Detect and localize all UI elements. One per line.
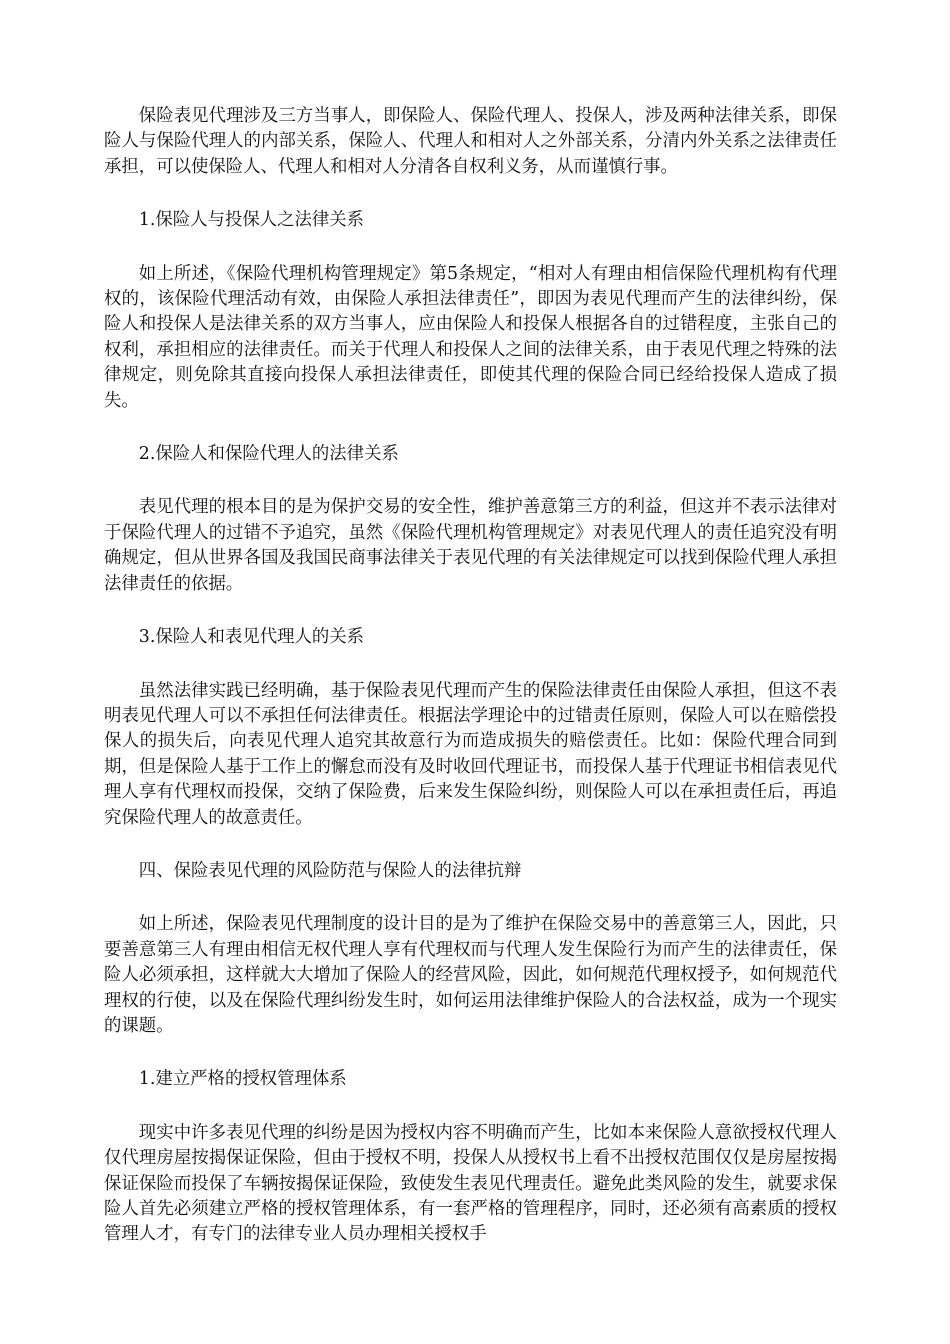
chapter-heading-4: 四、保险表见代理的风险防范与保险人的法律抗辩 [138, 860, 522, 881]
section-heading-authorization: 1.建立严格的授权管理体系 [138, 1069, 347, 1090]
section-heading-2: 2.保险人和保险代理人的法律关系 [138, 444, 399, 465]
paragraph-insurer-agent: 表见代理的根本目的是为保护交易的安全性，维护善意第三方的利益，但这并不表示法律对于保险代理人的过错不予追究，虽然《保险代理机构管理规定》对表见代理人的责任追究没有明确规定，但从世界各国及我国民商事法律关于表见代理的有关法律规定可以找到保险代理人承担法律责任的依据。 [104, 497, 837, 594]
paragraph-intro: 保险表见代理涉及三方当事人，即保险人、保险代理人、投保人，涉及两种法律关系，即保险人与保险代理人的内部关系，保险人、代理人和相对人之外部关系，分清内外关系之法律责任承担，可以使保险人、代理人和相对人分清各自权利义务，从而谨慎行事。 [104, 106, 837, 177]
paragraph-risk-prevention: 如上所述，保险表见代理制度的设计目的是为了维护在保险交易中的善意第三人，因此，只要善意第三人有理由相信无权代理人享有代理权而与代理人发生保险行为而产生的法律责任，保险人必须承担，这样就大大增加了保险人的经营风险，因此，如何规范代理权授予，如何规范代理权的行使，以及在保险代理纠纷发生时，如何运用法律维护保险人的合法权益，成为一个现实的课题。 [104, 914, 837, 1036]
paragraph-insurer-policyholder: 如上所述，《保险代理机构管理规定》第5条规定，“相对人有理由相信保险代理机构有代理权的，该保险代理活动有效，由保险人承担法律责任”，即因为表见代理而产生的法律纠纷，保险人和投保人是法律关系的双方当事人，应由保险人和投保人根据各自的过错程度，主张自己的权利，承担相应的法律责任。而关于代理人和投保人之间的法律关系，由于表见代理之特殊的法律规定，则免除其直接向投保人承担法律责任，即使其代理的保险合同已经给投保人造成了损失。 [104, 263, 837, 411]
paragraph-insurer-apparent-agent: 虽然法律实践已经明确，基于保险表见代理而产生的保险法律责任由保险人承担，但这不表明表见代理人可以不承担任何法律责任。根据法学理论中的过错责任原则，保险人可以在赔偿投保人的损失后，向表见代理人追究其故意行为而造成损失的赔偿责任。比如：保险代理合同到期，但是保险人基于工作上的懈怠而没有及时收回代理证书，而投保人基于代理证书相信表见代理人享有代理权而投保，交纳了保险费，后来发生保险纠纷，则保险人可以在承担责任后，再追究保险代理人的故意责任。 [104, 680, 837, 828]
section-heading-3: 3.保险人和表见代理人的关系 [138, 627, 365, 648]
paragraph-authorization-system: 现实中许多表见代理的纠纷是因为授权内容不明确而产生，比如本来保险人意欲授权代理人仅代理房屋按揭保证保险，但由于授权不明，投保人从授权书上看不出授权范围仅仅是房屋按揭保证保险而投保了车辆按揭保证保险，致使发生表见代理责任。避免此类风险的发生，就要求保险人首先必须建立严格的授权管理体系，有一套严格的管理程序，同时，还必须有高素质的授权管理人才，有专门的法律专业人员办理相关授权手 [104, 1122, 837, 1245]
document-page [104, 104, 837, 1276]
section-heading-1: 1.保险人与投保人之法律关系 [138, 210, 365, 231]
